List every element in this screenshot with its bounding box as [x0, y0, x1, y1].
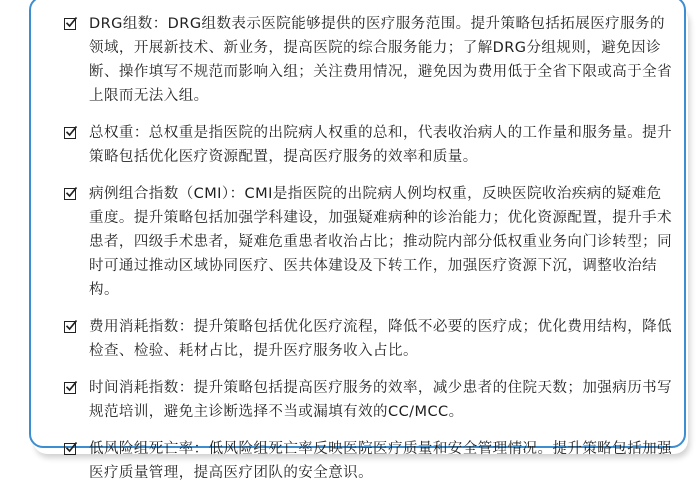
list-item-text: 费用消耗指数：提升策略包括优化医疗流程，降低不必要的医疗成；优化费用结构，降低检查、检验、耗材占比，提升医疗服务收入占比。	[89, 319, 673, 359]
list-item-low-risk-mortality	[62, 437, 674, 485]
list-item-cmi	[62, 182, 674, 302]
checkbox-checked-icon	[64, 321, 76, 333]
checkbox-checked-icon	[64, 188, 76, 200]
strategy-list	[62, 12, 674, 485]
list-item-text: 总权重：总权重是指医院的出院病人权重的总和，代表收治病人的工作量和服务量。提升策略包括优化医疗资源配置，提高医疗服务的效率和质量。	[89, 125, 673, 165]
list-item-text: DRG组数：DRG组数表示医院能够提供的医疗服务范围。提升策略包括拓展医疗服务的领域，开展新技术、新业务，提高医院的综合服务能力；了解DRG分组规则，避免因诊断、操作填写不规范而影响入组；关注费用情况，避免因为费用低于全省下限或高于全省上限而无法入组。	[89, 16, 673, 104]
list-item-text: 时间消耗指数：提升策略包括提高医疗服务的效率，减少患者的住院天数；加强病历书写规范培训，避免主诊断选择不当或漏填有效的CC/MCC。	[89, 380, 673, 420]
checkbox-checked-icon	[64, 382, 76, 394]
list-item-time-index	[62, 376, 674, 424]
list-item-total-weight	[62, 121, 674, 169]
checkbox-checked-icon	[64, 18, 76, 30]
checkbox-checked-icon	[64, 127, 76, 139]
list-item-cost-index	[62, 315, 674, 363]
checkbox-checked-icon	[64, 443, 76, 455]
list-item-text: 病例组合指数（CMI）：CMI是指医院的出院病人例均权重，反映医院收治疾病的疑难危重度。提升策略包括加强学科建设，加强疑难病种的诊治能力；优化资源配置，提升手术患者，四级手术患者，疑难危重患者收治占比；推动院内部分低权重业务向门诊转型；同时可通过推动区域协同医疗、医共体建设及下转工作，加强医疗资源下沉，调整收治结构。	[89, 186, 673, 298]
list-item-drg-groups	[62, 12, 674, 108]
list-item-text: 低风险组死亡率：低风险组死亡率反映医院医疗质量和安全管理情况。提升策略包括加强医疗质量管理，提高医疗团队的安全意识。	[89, 441, 673, 481]
